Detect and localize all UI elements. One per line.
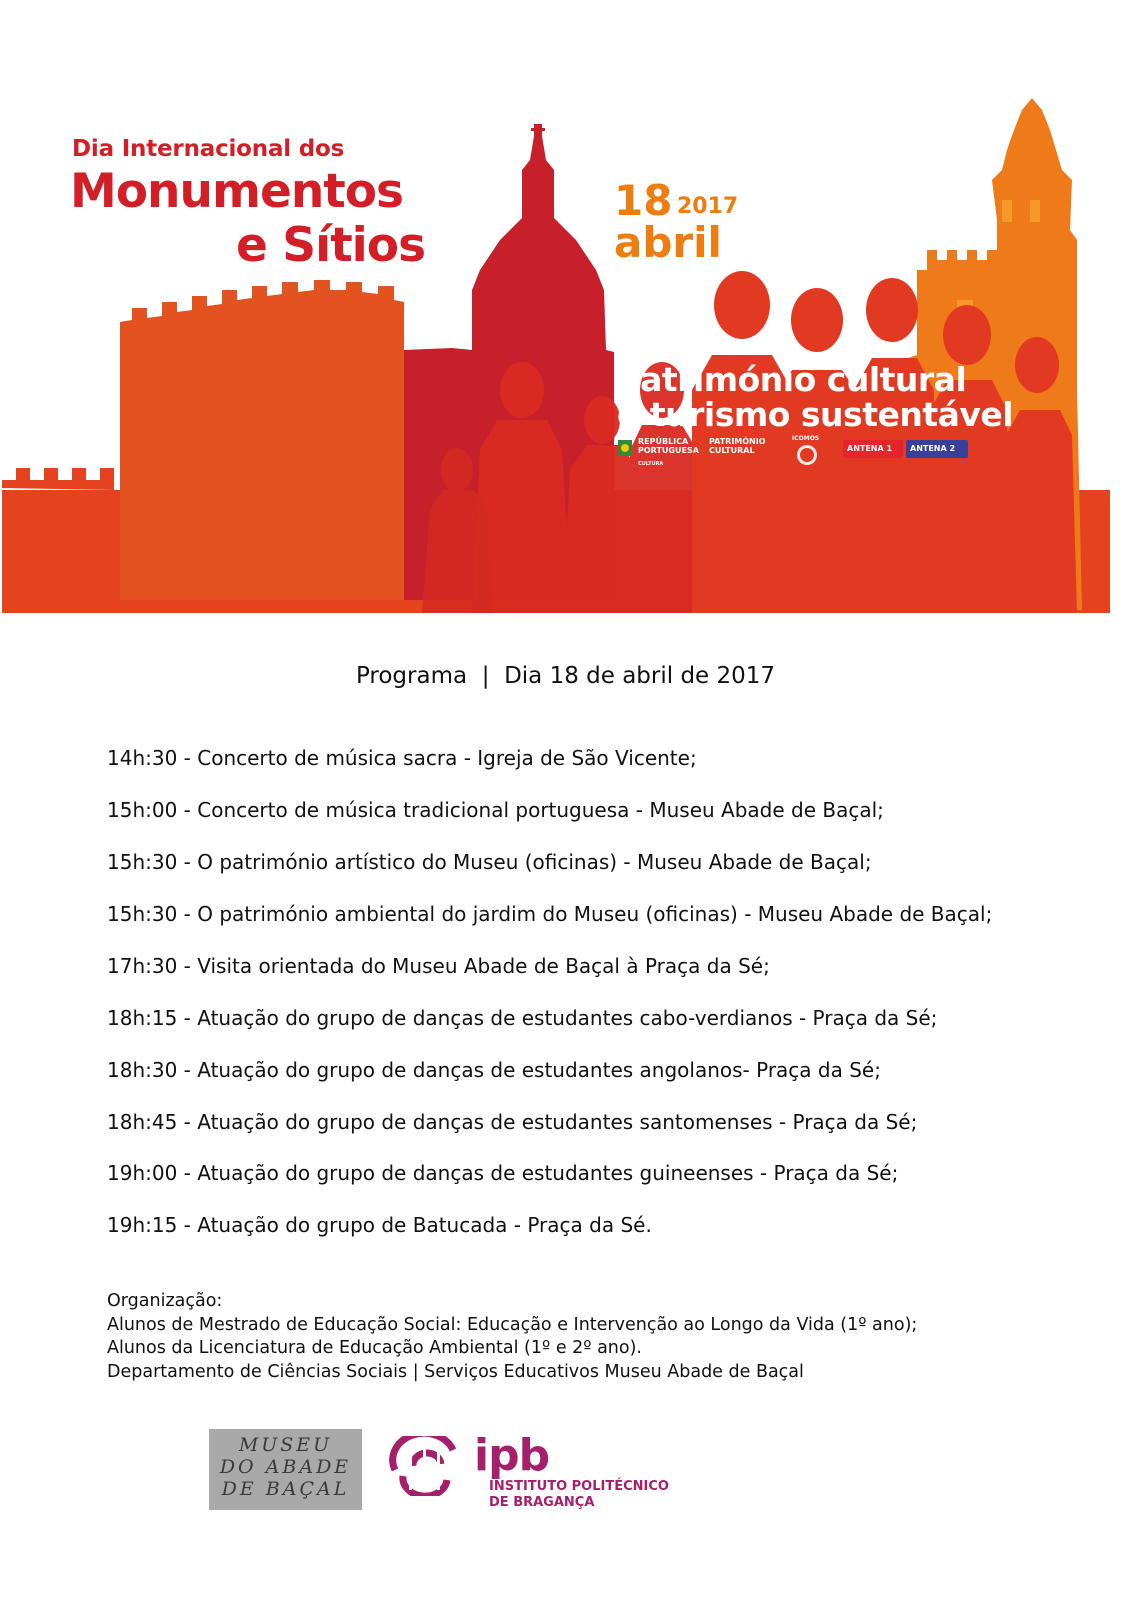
program-item: 18h:45 - Atuação do grupo de danças de estudantes santomenses - Praça da Sé;	[107, 1110, 918, 1134]
ipb-logo	[383, 1430, 669, 1512]
republica-logo-line2: PORTUGUESA	[638, 446, 699, 455]
museu-abade-de-bacal-logo	[209, 1429, 362, 1510]
patrimonio-logo-line1: PATRIMÓNIO	[709, 437, 766, 446]
museu-logo-line3: DE BAÇAL	[221, 1478, 350, 1500]
museu-logo-line2: DO ABADE	[219, 1456, 352, 1478]
banner-theme-line1: património cultural	[617, 360, 967, 399]
organization-line: Departamento de Ciências Sociais | Serviços Educativos Museu Abade de Baçal	[107, 1361, 804, 1382]
organization-block	[107, 1290, 917, 1384]
banner-day: 18	[614, 176, 673, 225]
program-item: 18h:30 - Atuação do grupo de danças de estudantes angolanos- Praça da Sé;	[107, 1058, 881, 1082]
banner-year: 2017	[677, 194, 739, 219]
ipb-emblem-icon	[383, 1436, 473, 1496]
banner-title-line2: Monumentos	[70, 164, 404, 219]
program-item: 17h:30 - Visita orientada do Museu Abade de Baçal à Praça da Sé;	[107, 954, 770, 978]
program-item: 19h:15 - Atuação do grupo de Batucada - Praça da Sé.	[107, 1213, 652, 1237]
patrimonio-logo-line2: CULTURAL	[709, 446, 755, 455]
program-item: 19h:00 - Atuação do grupo de danças de estudantes guineenses - Praça da Sé;	[107, 1161, 899, 1185]
organization-label: Organização:	[107, 1291, 223, 1311]
program-item: 15h:30 - O património artístico do Museu (oficinas) - Museu Abade de Baçal;	[107, 850, 872, 874]
program-item: 14h:30 - Concerto de música sacra - Igreja de São Vicente;	[107, 746, 697, 770]
icomos-logo: ICOMOS	[792, 435, 820, 442]
republica-logo-line3: CULTURA	[638, 461, 664, 467]
organization-line: Alunos da Licenciatura de Educação Ambiental (1º e 2º ano).	[107, 1338, 642, 1358]
ipb-name-line1: INSTITUTO POLITÉCNICO	[489, 1479, 669, 1494]
antena2-logo: ANTENA 2	[906, 440, 968, 458]
event-banner	[2, 90, 1110, 613]
organization-line: Alunos de Mestrado de Educação Social: Educação e Intervenção ao Longo da Vida (1º ano);	[107, 1314, 918, 1335]
museu-logo-line1: MUSEU	[238, 1434, 333, 1456]
banner-theme-line2: e turismo sustentável	[617, 395, 1014, 434]
program-item: 15h:00 - Concerto de música tradicional portuguesa - Museu Abade de Baçal;	[107, 798, 884, 822]
program-item: 15h:30 - O património ambiental do jardim do Museu (oficinas) - Museu Abade de Baçal;	[107, 902, 993, 926]
ipb-name-line2: DE BRAGANÇA	[489, 1495, 595, 1510]
republica-logo-line1: REPÚBLICA	[638, 437, 689, 446]
banner-month: abril	[614, 218, 722, 267]
antena1-logo: ANTENA 1	[843, 440, 903, 458]
banner-title-line1: Dia Internacional dos	[72, 136, 345, 162]
banner-title-line3: e Sítios	[236, 218, 426, 273]
program-heading: Programa | Dia 18 de abril de 2017	[355, 663, 776, 689]
ipb-letters: ipb	[474, 1430, 550, 1481]
program-item: 18h:15 - Atuação do grupo de danças de estudantes cabo-verdianos - Praça da Sé;	[107, 1006, 938, 1030]
